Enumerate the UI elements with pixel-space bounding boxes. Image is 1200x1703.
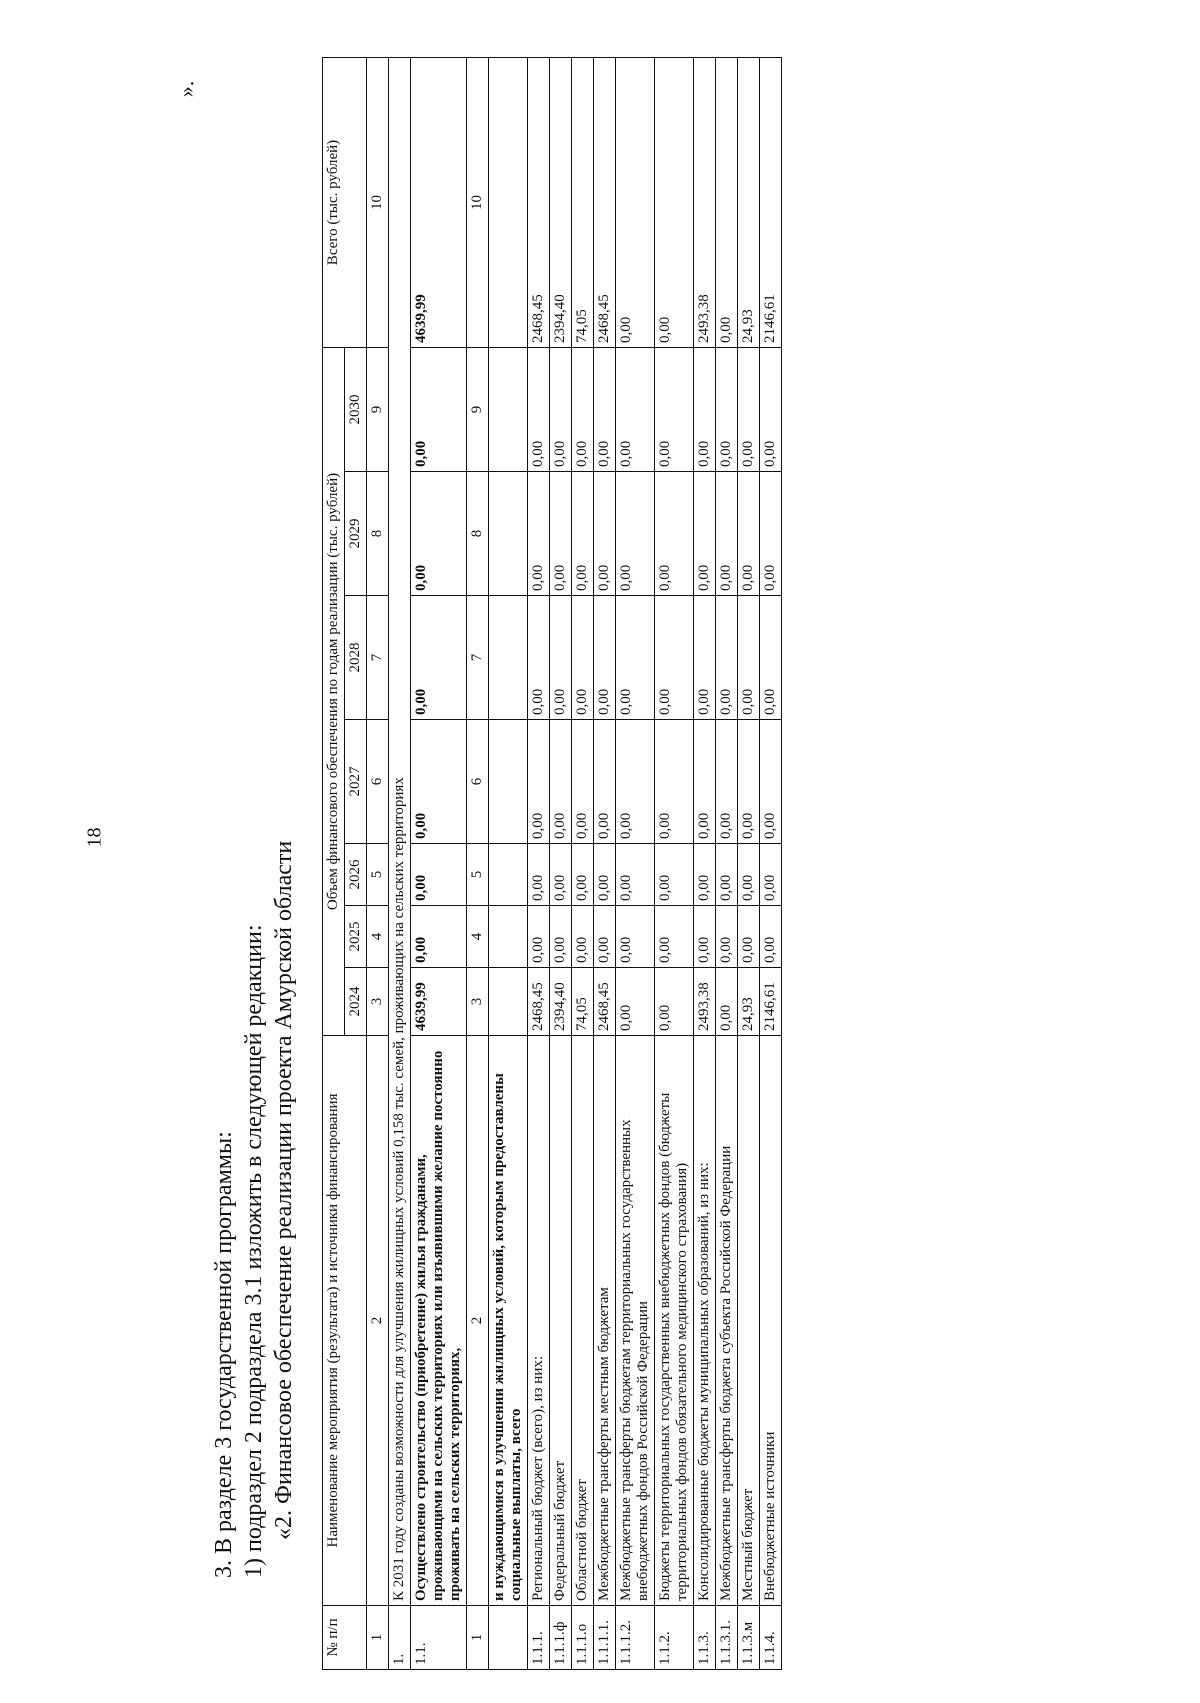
row-name: Внебюджетные источники: [760, 1036, 782, 1606]
heading-financing: «2. Финансовое обеспечение реализации проекта Амурской области: [271, 840, 297, 1540]
row-value: 0,00: [572, 596, 594, 720]
table-row: [760, 58, 782, 1670]
main-name: Осуществлено строительство (приобретение) жилья гражданами, проживающими на сельских территориях или изъявившими желание постоянно проживать на сельских территориях,: [411, 1036, 467, 1606]
row-value: 0,00: [716, 596, 738, 720]
row-value: 0,00: [550, 906, 572, 968]
row-value: 0,00: [655, 720, 694, 844]
column-number: 1: [367, 1606, 389, 1670]
column-number: 10: [367, 58, 389, 348]
goal-text: К 2031 году созданы возможности для улучшения жилищных условий 0,158 тыс. семей, проживающих на сельских территориях: [389, 58, 411, 1606]
row-value: 24,93: [738, 58, 760, 348]
financing-table: [322, 57, 782, 1670]
row-value: 24,93: [738, 968, 760, 1036]
row-name: Межбюджетные трансферты местным бюджетам: [594, 1036, 616, 1606]
column-number: 7: [467, 596, 489, 720]
row-value: 0,00: [528, 348, 550, 472]
main-value: 0,00: [411, 906, 467, 968]
table-row: [616, 58, 655, 1670]
row-value: 2468,45: [528, 58, 550, 348]
header-year: 2026: [345, 844, 367, 906]
row-num: 1.1.1.: [528, 1606, 550, 1670]
row-value: 0,00: [716, 58, 738, 348]
row-value: 0,00: [572, 844, 594, 906]
column-number: 3: [367, 968, 389, 1036]
header-num: № п/п: [323, 1606, 367, 1670]
column-numbers-row-repeat: [467, 58, 489, 1670]
header-year: 2030: [345, 348, 367, 472]
goal-row: [389, 58, 411, 1670]
row-value: 0,00: [694, 348, 716, 472]
row-value: 0,00: [760, 906, 782, 968]
row-value: 2493,38: [694, 968, 716, 1036]
table-row: [550, 58, 572, 1670]
row-value: 0,00: [550, 720, 572, 844]
row-value: 0,00: [594, 596, 616, 720]
row-value: 0,00: [655, 968, 694, 1036]
row-value: 0,00: [572, 720, 594, 844]
row-num: 1.1.3.: [694, 1606, 716, 1670]
row-value: 0,00: [716, 720, 738, 844]
row-name: Федеральный бюджет: [550, 1036, 572, 1606]
heading-section-3: 3. В разделе 3 государственной программы:: [211, 1131, 237, 1578]
column-number: 9: [367, 348, 389, 472]
row-value: 0,00: [655, 844, 694, 906]
table-row: [594, 58, 616, 1670]
row-value: 0,00: [716, 906, 738, 968]
row-value: 0,00: [572, 472, 594, 596]
row-value: 0,00: [760, 596, 782, 720]
row-value: 74,05: [572, 968, 594, 1036]
row-value: 0,00: [694, 906, 716, 968]
row-value: 2146,61: [760, 968, 782, 1036]
row-value: 0,00: [528, 844, 550, 906]
row-num: 1.1.1.о: [572, 1606, 594, 1670]
row-value: 0,00: [616, 720, 655, 844]
column-number: 8: [467, 472, 489, 596]
continuation-row: [489, 58, 528, 1670]
row-value: 0,00: [550, 348, 572, 472]
row-value: 2394,40: [550, 968, 572, 1036]
header-total: Всего (тыс. рублей): [323, 58, 367, 348]
header-volume: Объем финансового обеспечения по годам реализации (тыс. рублей): [323, 348, 345, 1036]
row-value: 0,00: [738, 906, 760, 968]
row-value: 74,05: [572, 58, 594, 348]
main-value: 0,00: [411, 348, 467, 472]
row-value: 0,00: [694, 844, 716, 906]
row-value: 0,00: [738, 844, 760, 906]
row-value: 2468,45: [594, 58, 616, 348]
column-number: 6: [367, 720, 389, 844]
row-value: 0,00: [616, 348, 655, 472]
column-number: 8: [367, 472, 389, 596]
header-name: Наименование мероприятия (результата) и источники финансирования: [323, 1036, 367, 1606]
row-value: 2493,38: [694, 58, 716, 348]
row-value: 0,00: [716, 844, 738, 906]
column-number: 1: [467, 1606, 489, 1670]
table-row: [716, 58, 738, 1670]
row-num: 1.1.3.1.: [716, 1606, 738, 1670]
main-value: 0,00: [411, 844, 467, 906]
column-number: 9: [467, 348, 489, 472]
row-value: 0,00: [528, 472, 550, 596]
row-value: 2394,40: [550, 58, 572, 348]
column-number: 4: [367, 906, 389, 968]
row-value: 0,00: [572, 348, 594, 472]
row-num: 1.1.1.2.: [616, 1606, 655, 1670]
row-value: 0,00: [716, 968, 738, 1036]
row-name: Бюджеты территориальных государственных внебюджетных фондов (бюджеты территориальных фондов обязательного медицинского страхования): [655, 1036, 694, 1606]
row-name: Межбюджетные трансферты бюджета субъекта Российской Федерации: [716, 1036, 738, 1606]
row-value: 0,00: [550, 844, 572, 906]
row-num: 1.1.4.: [760, 1606, 782, 1670]
row-value: 0,00: [550, 596, 572, 720]
row-value: 0,00: [716, 472, 738, 596]
column-number: 5: [467, 844, 489, 906]
row-value: 0,00: [694, 472, 716, 596]
row-value: 0,00: [760, 720, 782, 844]
row-value: 0,00: [594, 906, 616, 968]
row-value: 2468,45: [594, 968, 616, 1036]
row-value: 0,00: [616, 968, 655, 1036]
row-value: 0,00: [528, 720, 550, 844]
row-num: 1.1.1.1.: [594, 1606, 616, 1670]
row-num: 1.1.1.ф: [550, 1606, 572, 1670]
main-value: 0,00: [411, 720, 467, 844]
row-value: 0,00: [760, 472, 782, 596]
column-number: 7: [367, 596, 389, 720]
main-num: 1.1.: [411, 1606, 467, 1670]
row-value: 0,00: [738, 720, 760, 844]
row-value: 0,00: [655, 472, 694, 596]
row-value: 0,00: [760, 844, 782, 906]
row-value: 0,00: [694, 720, 716, 844]
row-value: 0,00: [572, 906, 594, 968]
row-value: 0,00: [594, 472, 616, 596]
column-number: 2: [367, 1036, 389, 1606]
row-value: 2146,61: [760, 58, 782, 348]
row-name: Местный бюджет: [738, 1036, 760, 1606]
header-year: 2025: [345, 906, 367, 968]
continuation-text: и нуждающимися в улучшении жилищных условий, которым предоставлены социальные выплаты, всего: [489, 1036, 528, 1606]
column-number: 5: [367, 844, 389, 906]
row-value: 0,00: [528, 596, 550, 720]
main-value: 4639,99: [411, 58, 467, 348]
row-name: Областной бюджет: [572, 1036, 594, 1606]
table-row: [655, 58, 694, 1670]
row-value: 0,00: [738, 348, 760, 472]
column-number: 4: [467, 906, 489, 968]
column-number: 2: [467, 1036, 489, 1606]
main-value: 4639,99: [411, 968, 467, 1036]
header-year: 2024: [345, 968, 367, 1036]
row-value: 0,00: [616, 844, 655, 906]
row-value: 0,00: [550, 472, 572, 596]
row-name: Консолидированные бюджеты муниципальных образований, из них:: [694, 1036, 716, 1606]
row-num: 1.1.2.: [655, 1606, 694, 1670]
row-value: 0,00: [616, 906, 655, 968]
header-year: 2029: [345, 472, 367, 596]
row-num: 1.1.3.м: [738, 1606, 760, 1670]
row-value: 0,00: [616, 58, 655, 348]
closing-quote-mark: ».: [173, 80, 199, 98]
table-row: [528, 58, 550, 1670]
main-row: [411, 58, 467, 1670]
table-row: [738, 58, 760, 1670]
row-value: 0,00: [738, 596, 760, 720]
main-value: 0,00: [411, 596, 467, 720]
row-value: 0,00: [594, 348, 616, 472]
row-value: 0,00: [694, 596, 716, 720]
row-value: 0,00: [594, 844, 616, 906]
row-name: Региональный бюджет (всего), из них:: [528, 1036, 550, 1606]
rotated-page-content: [200, 10, 1200, 1690]
column-numbers-row: [367, 58, 389, 1670]
heading-subsection: 1) подраздел 2 подраздела 3.1 изложить в следующей редакции:: [241, 924, 267, 1578]
row-name: Межбюджетные трансферты бюджетам территориальных государственных внебюджетных фондов Российской Федерации: [616, 1036, 655, 1606]
main-value: 0,00: [411, 472, 467, 596]
row-value: 0,00: [616, 596, 655, 720]
table-row: [572, 58, 594, 1670]
header-row: [323, 58, 345, 1670]
row-value: 0,00: [655, 348, 694, 472]
row-value: 2468,45: [528, 968, 550, 1036]
row-value: 0,00: [616, 472, 655, 596]
column-number: 3: [467, 968, 489, 1036]
column-number: 10: [467, 58, 489, 348]
table-row: [694, 58, 716, 1670]
row-value: 0,00: [655, 596, 694, 720]
row-value: 0,00: [655, 906, 694, 968]
row-value: 0,00: [738, 472, 760, 596]
page-number: 18: [83, 827, 106, 848]
row-value: 0,00: [655, 58, 694, 348]
row-value: 0,00: [760, 348, 782, 472]
column-number: 6: [467, 720, 489, 844]
row-value: 0,00: [528, 906, 550, 968]
row-value: 0,00: [594, 720, 616, 844]
goal-num: 1.: [389, 1606, 411, 1670]
row-value: 0,00: [716, 348, 738, 472]
header-year: 2028: [345, 596, 367, 720]
header-year: 2027: [345, 720, 367, 844]
